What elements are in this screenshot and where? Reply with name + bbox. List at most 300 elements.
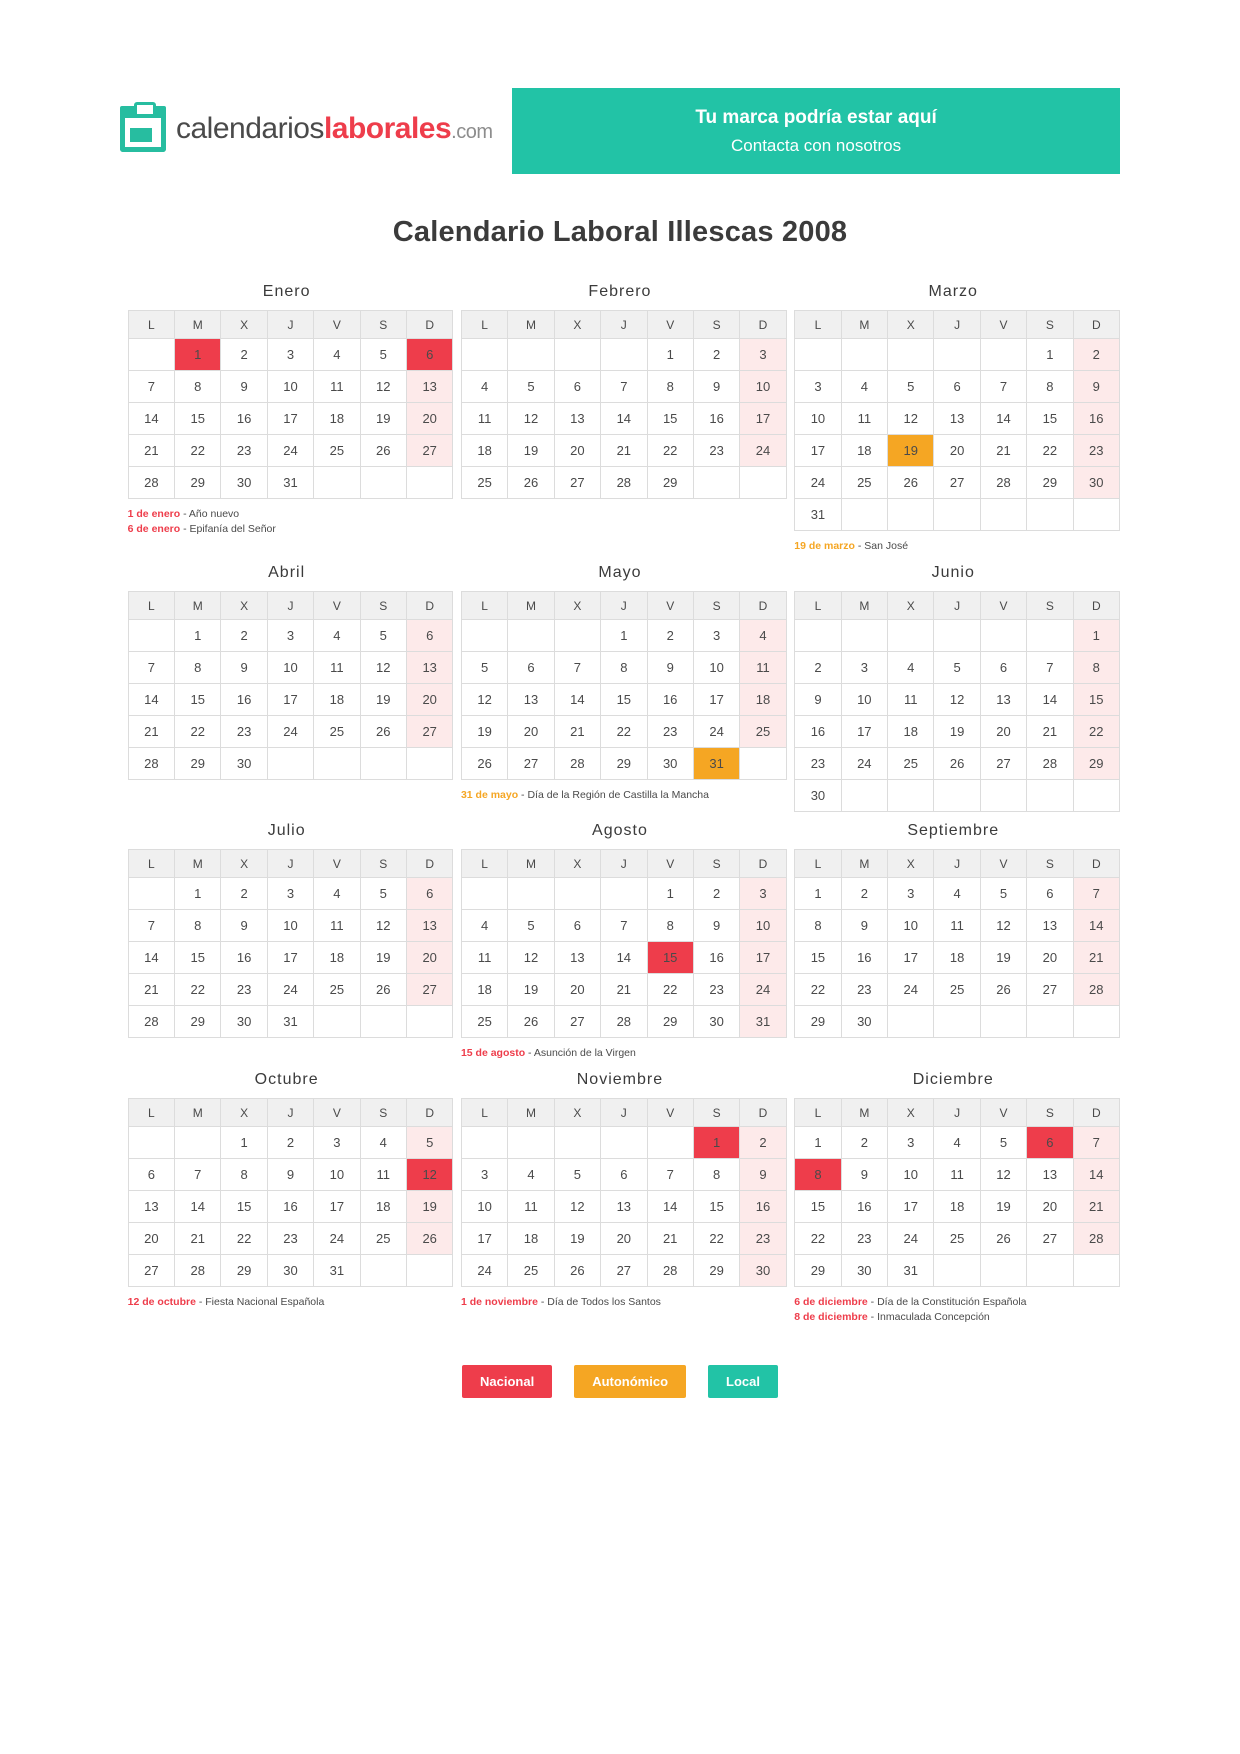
day-cell: 27: [508, 748, 554, 780]
day-cell: 30: [693, 1006, 739, 1038]
day-cell: 23: [647, 716, 693, 748]
day-cell: 26: [360, 716, 406, 748]
month-table: [461, 849, 787, 1038]
day-cell: 21: [128, 435, 174, 467]
ad-banner[interactable]: [512, 88, 1120, 174]
month-table: [128, 849, 454, 1038]
day-cell: 23: [693, 435, 739, 467]
week-row: [795, 942, 1120, 974]
week-row: [461, 1255, 786, 1287]
day-cell: 16: [693, 403, 739, 435]
empty-day-cell: [406, 748, 452, 780]
weekday-header: S: [360, 311, 406, 339]
day-cell: 11: [314, 910, 360, 942]
day-cell: 29: [647, 1006, 693, 1038]
day-cell: 16: [221, 684, 267, 716]
day-cell: 18: [934, 1191, 980, 1223]
holiday-note-date: 15 de agosto: [460, 1047, 526, 1059]
day-cell: 25: [360, 1223, 406, 1255]
day-cell: 7: [128, 652, 174, 684]
day-cell: 31: [267, 467, 313, 499]
day-cell: 27: [128, 1255, 174, 1287]
holiday-note-date: 1 de noviembre: [460, 1296, 538, 1308]
day-cell: 5: [360, 878, 406, 910]
day-cell: 11: [314, 652, 360, 684]
day-cell: 10: [841, 684, 887, 716]
week-row: [795, 1006, 1120, 1038]
weekday-header: D: [1073, 1099, 1119, 1127]
holiday-note: [794, 1310, 1112, 1325]
day-cell: 22: [647, 435, 693, 467]
day-cell: 20: [406, 684, 452, 716]
day-cell: 30: [1073, 467, 1119, 499]
empty-day-cell: [841, 620, 887, 652]
day-cell: 28: [647, 1255, 693, 1287]
day-cell: 3: [740, 339, 786, 371]
day-cell: 14: [175, 1191, 221, 1223]
day-cell: 7: [1073, 1127, 1119, 1159]
day-cell: 30: [267, 1255, 313, 1287]
day-cell: 5: [934, 652, 980, 684]
day-cell: 22: [1073, 716, 1119, 748]
day-cell: 18: [360, 1191, 406, 1223]
weekday-header: L: [461, 592, 507, 620]
day-cell: 28: [1027, 748, 1073, 780]
month-block: [787, 564, 1120, 812]
logo-text: [176, 112, 493, 146]
day-cell: 19: [406, 1191, 452, 1223]
day-cell: 21: [554, 716, 600, 748]
day-cell: 2: [647, 620, 693, 652]
day-cell: 7: [175, 1159, 221, 1191]
day-cell: 19: [508, 435, 554, 467]
day-cell: 26: [980, 1223, 1026, 1255]
day-cell: 16: [221, 403, 267, 435]
empty-day-cell: [647, 1127, 693, 1159]
day-cell: 20: [1027, 942, 1073, 974]
week-row: [795, 620, 1120, 652]
week-row: [128, 339, 453, 371]
day-cell: 4: [314, 878, 360, 910]
day-cell: 28: [128, 748, 174, 780]
empty-day-cell: [314, 748, 360, 780]
day-cell: 17: [693, 684, 739, 716]
week-row: [795, 1127, 1120, 1159]
week-row: [128, 684, 453, 716]
day-cell: 4: [841, 371, 887, 403]
day-cell: 11: [934, 1159, 980, 1191]
day-cell: 26: [888, 467, 934, 499]
day-cell: 23: [221, 435, 267, 467]
day-cell: 22: [795, 1223, 841, 1255]
logo-text-part2: laborales: [323, 112, 452, 145]
day-cell: 27: [406, 435, 452, 467]
empty-day-cell: [508, 878, 554, 910]
day-cell: 24: [461, 1255, 507, 1287]
day-cell: 12: [888, 403, 934, 435]
holiday-note-date: 31 de mayo: [460, 789, 519, 801]
empty-day-cell: [1027, 1255, 1073, 1287]
empty-day-cell: [601, 1127, 647, 1159]
day-cell: 6: [1027, 878, 1073, 910]
day-cell: 4: [314, 620, 360, 652]
month-block: [120, 283, 453, 554]
weekday-header: L: [128, 850, 174, 878]
empty-day-cell: [693, 467, 739, 499]
weekday-header: J: [267, 1099, 313, 1127]
day-cell: 24: [267, 435, 313, 467]
month-title: Septiembre: [907, 822, 1000, 839]
day-cell: 4: [314, 339, 360, 371]
day-cell: 4: [508, 1159, 554, 1191]
day-cell: 6: [508, 652, 554, 684]
empty-day-cell: [934, 1006, 980, 1038]
day-cell: 9: [221, 652, 267, 684]
day-cell: 17: [888, 1191, 934, 1223]
day-cell: 19: [980, 942, 1026, 974]
day-cell: 12: [360, 371, 406, 403]
empty-day-cell: [888, 339, 934, 371]
day-cell: 6: [406, 878, 452, 910]
day-cell: 27: [406, 974, 452, 1006]
day-cell: 1: [175, 878, 221, 910]
week-row: [461, 716, 786, 748]
weekday-header: V: [314, 311, 360, 339]
day-cell: 15: [601, 684, 647, 716]
day-cell: 1: [1073, 620, 1119, 652]
holiday-note: [128, 1295, 446, 1310]
empty-day-cell: [980, 1255, 1026, 1287]
week-row: [128, 652, 453, 684]
day-cell: 16: [221, 942, 267, 974]
day-cell: 21: [1073, 1191, 1119, 1223]
day-cell: 2: [693, 339, 739, 371]
month-table: [128, 591, 454, 780]
day-cell: 25: [314, 974, 360, 1006]
weekday-header: X: [554, 592, 600, 620]
day-cell: 23: [841, 974, 887, 1006]
day-cell: 24: [267, 974, 313, 1006]
legend-item-nacional[interactable]: Nacional: [462, 1365, 552, 1398]
month-table: [461, 591, 787, 780]
day-cell: 10: [314, 1159, 360, 1191]
legend: [120, 1365, 1120, 1398]
day-cell: 18: [934, 942, 980, 974]
day-cell: 1: [601, 620, 647, 652]
empty-day-cell: [508, 620, 554, 652]
day-cell: 26: [360, 974, 406, 1006]
week-row: [461, 910, 786, 942]
day-cell: 7: [1073, 878, 1119, 910]
month-block: [120, 1071, 453, 1325]
day-cell: 11: [740, 652, 786, 684]
week-row: [128, 1127, 453, 1159]
weekday-header: S: [1027, 1099, 1073, 1127]
day-cell: 28: [554, 748, 600, 780]
weekday-header: D: [1073, 592, 1119, 620]
holiday-note: [461, 788, 779, 803]
week-row: [795, 780, 1120, 812]
day-cell: 6: [1027, 1127, 1073, 1159]
day-cell: 29: [601, 748, 647, 780]
day-cell: 27: [554, 1006, 600, 1038]
week-row: [461, 1127, 786, 1159]
empty-day-cell: [508, 339, 554, 371]
month-block: [453, 1071, 786, 1325]
day-cell: 27: [1027, 974, 1073, 1006]
day-cell: 21: [128, 974, 174, 1006]
week-row: [795, 467, 1120, 499]
week-row: [795, 974, 1120, 1006]
page-title: Calendario Laboral Illescas 2008: [392, 216, 848, 248]
day-cell: 6: [406, 620, 452, 652]
holiday-notes: [794, 1295, 1112, 1325]
month-table: [794, 1098, 1120, 1287]
day-cell: 17: [461, 1223, 507, 1255]
weekday-header: V: [980, 311, 1026, 339]
week-row: [795, 1159, 1120, 1191]
day-cell: 26: [508, 1006, 554, 1038]
holiday-note-date: 19 de marzo: [794, 540, 855, 552]
day-cell: 10: [795, 403, 841, 435]
day-cell: 19: [360, 684, 406, 716]
empty-day-cell: [314, 1006, 360, 1038]
day-cell: 7: [128, 371, 174, 403]
day-cell: 31: [267, 1006, 313, 1038]
day-cell: 8: [795, 910, 841, 942]
day-cell: 9: [841, 1159, 887, 1191]
month-title: Agosto: [592, 822, 648, 839]
weekday-header: L: [795, 311, 841, 339]
day-cell: 21: [128, 716, 174, 748]
weekday-header: V: [980, 850, 1026, 878]
week-row: [128, 910, 453, 942]
day-cell: 7: [1027, 652, 1073, 684]
day-cell: 3: [795, 371, 841, 403]
day-cell: 11: [934, 910, 980, 942]
day-cell: 25: [841, 467, 887, 499]
day-cell: 6: [128, 1159, 174, 1191]
month-title: Abril: [268, 564, 306, 581]
day-cell: 4: [360, 1127, 406, 1159]
holiday-note: [461, 1295, 779, 1310]
week-row: [795, 910, 1120, 942]
day-cell: 9: [740, 1159, 786, 1191]
day-cell: 5: [406, 1127, 452, 1159]
day-cell: 22: [601, 716, 647, 748]
day-cell: 14: [980, 403, 1026, 435]
day-cell: 9: [795, 684, 841, 716]
day-cell: 5: [980, 878, 1026, 910]
day-cell: 12: [980, 910, 1026, 942]
legend-item-autonómico[interactable]: Autonómico: [574, 1365, 686, 1398]
day-cell: 7: [601, 371, 647, 403]
day-cell: 3: [267, 878, 313, 910]
holiday-notes: [461, 1046, 779, 1061]
day-cell: 1: [693, 1127, 739, 1159]
day-cell: 11: [888, 684, 934, 716]
day-cell: 14: [128, 942, 174, 974]
month-table: [128, 310, 454, 499]
month-block: [120, 564, 453, 812]
day-cell: 25: [314, 716, 360, 748]
empty-day-cell: [934, 499, 980, 531]
weekday-header: L: [128, 311, 174, 339]
month-block: [787, 1071, 1120, 1325]
week-row: [461, 403, 786, 435]
day-cell: 1: [795, 878, 841, 910]
weekday-header: J: [267, 592, 313, 620]
empty-day-cell: [934, 780, 980, 812]
day-cell: 29: [693, 1255, 739, 1287]
day-cell: 23: [221, 974, 267, 1006]
weekday-header: S: [360, 592, 406, 620]
day-cell: 30: [221, 748, 267, 780]
empty-day-cell: [980, 339, 1026, 371]
empty-day-cell: [314, 467, 360, 499]
month-table: [794, 310, 1120, 531]
ad-banner-subtitle: Contacta con nosotros: [731, 135, 902, 155]
day-cell: 6: [406, 339, 452, 371]
day-cell: 1: [175, 339, 221, 371]
day-cell: 12: [406, 1159, 452, 1191]
day-cell: 18: [740, 684, 786, 716]
day-cell: 13: [128, 1191, 174, 1223]
week-row: [128, 403, 453, 435]
site-logo[interactable]: [120, 88, 512, 152]
day-cell: 7: [554, 652, 600, 684]
week-row: [461, 371, 786, 403]
day-cell: 28: [175, 1255, 221, 1287]
day-cell: 15: [795, 942, 841, 974]
weekday-header: M: [508, 592, 554, 620]
day-cell: 18: [888, 716, 934, 748]
weekday-header: V: [314, 1099, 360, 1127]
day-cell: 12: [934, 684, 980, 716]
day-cell: 20: [601, 1223, 647, 1255]
empty-day-cell: [795, 620, 841, 652]
weekday-header: D: [1073, 311, 1119, 339]
week-row: [795, 716, 1120, 748]
day-cell: 18: [508, 1223, 554, 1255]
weekday-header: D: [740, 1099, 786, 1127]
weekday-header: X: [888, 311, 934, 339]
day-cell: 24: [740, 435, 786, 467]
day-cell: 2: [841, 878, 887, 910]
weekday-header: X: [888, 592, 934, 620]
calendar-icon: [120, 106, 166, 152]
weekday-header: J: [934, 850, 980, 878]
week-row: [128, 748, 453, 780]
empty-day-cell: [360, 1006, 406, 1038]
month-title: Marzo: [928, 283, 978, 300]
day-cell: 7: [647, 1159, 693, 1191]
weekday-header: M: [841, 850, 887, 878]
day-cell: 10: [693, 652, 739, 684]
empty-day-cell: [934, 620, 980, 652]
day-cell: 31: [795, 499, 841, 531]
day-cell: 11: [314, 371, 360, 403]
day-cell: 8: [601, 652, 647, 684]
day-cell: 2: [740, 1127, 786, 1159]
weekday-header: D: [406, 592, 452, 620]
week-row: [795, 878, 1120, 910]
empty-day-cell: [795, 339, 841, 371]
day-cell: 8: [795, 1159, 841, 1191]
day-cell: 13: [406, 371, 452, 403]
holiday-note-text: - Asunción de la Virgen: [525, 1047, 636, 1059]
empty-day-cell: [360, 1255, 406, 1287]
week-row: [128, 1159, 453, 1191]
empty-day-cell: [888, 499, 934, 531]
holiday-note: [128, 507, 446, 522]
day-cell: 19: [554, 1223, 600, 1255]
day-cell: 18: [314, 403, 360, 435]
holiday-note-text: - Día de la Constitución Española: [867, 1296, 1027, 1308]
weekday-header: S: [360, 850, 406, 878]
weekday-header: S: [1027, 850, 1073, 878]
day-cell: 23: [693, 974, 739, 1006]
week-row: [128, 371, 453, 403]
day-cell: 13: [980, 684, 1026, 716]
day-cell: 28: [128, 467, 174, 499]
day-cell: 21: [175, 1223, 221, 1255]
weekday-header: D: [406, 850, 452, 878]
weekday-header: J: [601, 1099, 647, 1127]
months-grid: [120, 283, 1120, 1335]
holiday-note-text: - Año nuevo: [180, 508, 240, 520]
day-cell: 24: [795, 467, 841, 499]
weekday-header: X: [221, 1099, 267, 1127]
day-cell: 23: [795, 748, 841, 780]
week-row: [128, 942, 453, 974]
day-cell: 24: [888, 1223, 934, 1255]
weekday-header: X: [554, 1099, 600, 1127]
day-cell: 25: [934, 1223, 980, 1255]
month-table: [128, 1098, 454, 1287]
day-cell: 27: [601, 1255, 647, 1287]
week-row: [461, 652, 786, 684]
month-block: [453, 283, 786, 554]
week-row: [795, 339, 1120, 371]
day-cell: 27: [406, 716, 452, 748]
day-cell: 16: [647, 684, 693, 716]
day-cell: 26: [508, 467, 554, 499]
empty-day-cell: [406, 467, 452, 499]
day-cell: 6: [601, 1159, 647, 1191]
day-cell: 19: [461, 716, 507, 748]
day-cell: 18: [461, 974, 507, 1006]
weekday-header: S: [1027, 311, 1073, 339]
weekday-header: D: [740, 311, 786, 339]
day-cell: 10: [888, 910, 934, 942]
day-cell: 29: [647, 467, 693, 499]
weekday-header: M: [841, 311, 887, 339]
week-row: [461, 748, 786, 780]
empty-day-cell: [128, 620, 174, 652]
day-cell: 8: [1027, 371, 1073, 403]
day-cell: 13: [554, 403, 600, 435]
week-row: [128, 1006, 453, 1038]
weekday-header: X: [888, 1099, 934, 1127]
empty-day-cell: [841, 499, 887, 531]
weekday-header: J: [601, 311, 647, 339]
day-cell: 21: [1073, 942, 1119, 974]
month-block: [787, 822, 1120, 1061]
legend-item-local[interactable]: Local: [708, 1365, 778, 1398]
week-row: [461, 339, 786, 371]
week-row: [795, 403, 1120, 435]
